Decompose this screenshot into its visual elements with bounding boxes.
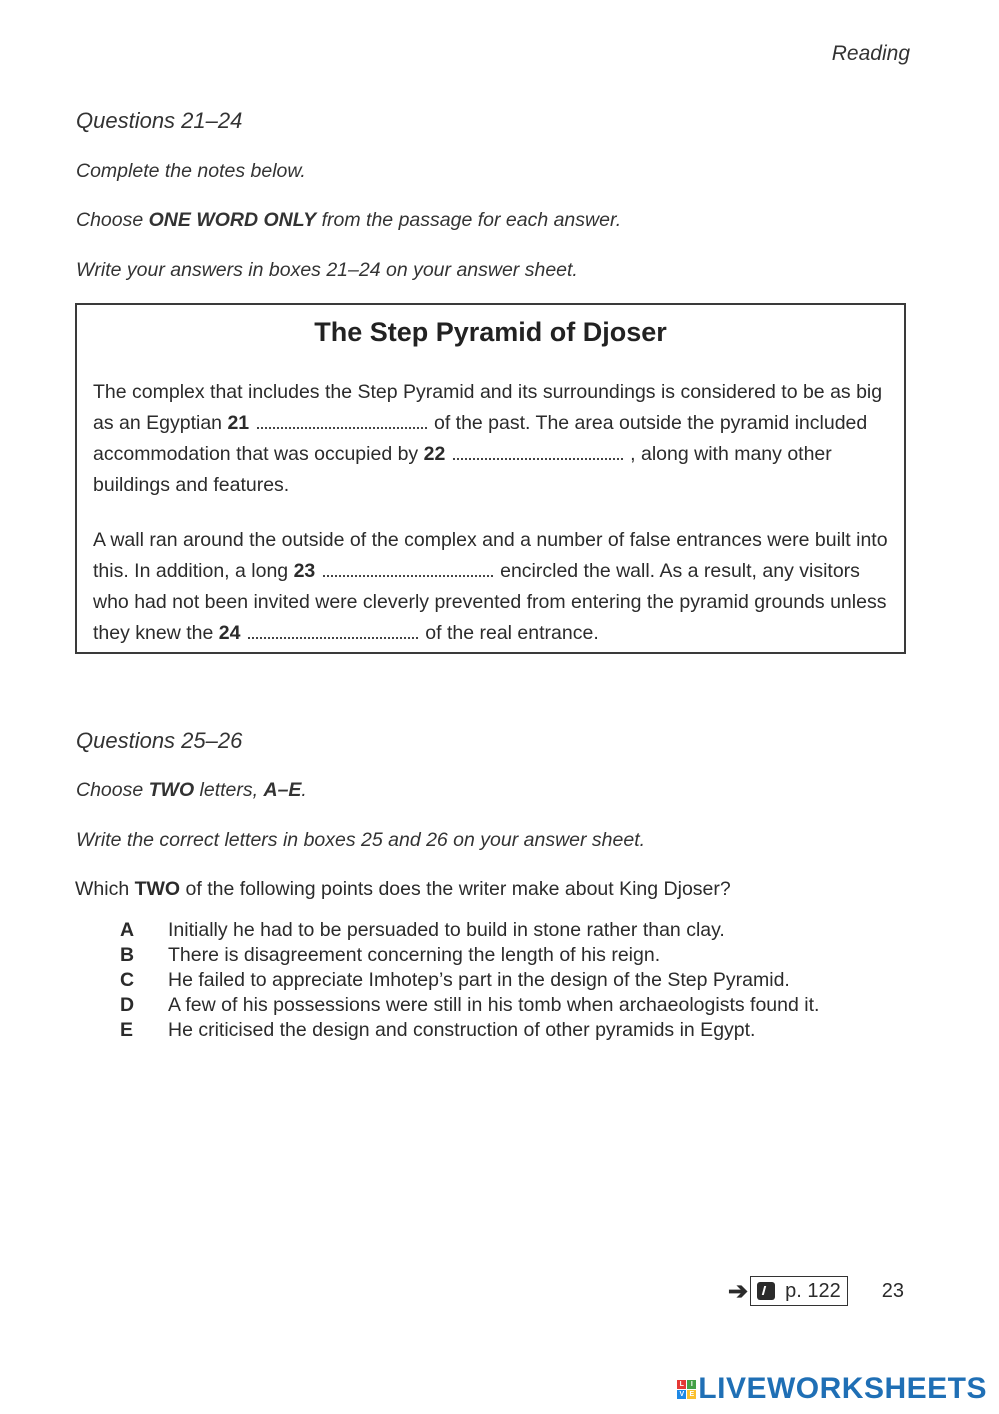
answer-blank-24[interactable] bbox=[248, 633, 418, 639]
notes-paragraph-2: A wall ran around the outside of the complex and a number of false entrances were built into this. In addition, a long 23 encircled the wall. As a result, any visitors who had not been invited were cleverly prevented from entering the pyramid grounds unless they knew the 24 of the real entrance. bbox=[93, 529, 888, 644]
notes-paragraph-1: The complex that includes the Step Pyramid and its surroundings is considered to be as big as an Egyptian 21 of the past. The area outside the pyramid included accommodation that was occupied by 22 , along with many other buildings and features. bbox=[93, 381, 883, 496]
option-c[interactable] bbox=[120, 968, 819, 993]
option-a[interactable] bbox=[120, 918, 819, 943]
options-list bbox=[120, 918, 819, 1043]
instruction-write-answers: Write your answers in boxes 21–24 on your answer sheet. bbox=[76, 259, 578, 281]
option-letter: A bbox=[120, 919, 135, 941]
page-number: 23 bbox=[881, 1279, 904, 1302]
option-d[interactable] bbox=[120, 993, 819, 1018]
answer-key-reference bbox=[750, 1276, 848, 1306]
instruction-complete-notes: Complete the notes below. bbox=[76, 160, 306, 182]
logo-tiles-icon: L I V E bbox=[677, 1380, 696, 1399]
logo-text: LIVEWORKSHEETS bbox=[698, 1372, 987, 1405]
answer-blank-21[interactable] bbox=[257, 423, 427, 429]
option-letter: E bbox=[120, 1019, 134, 1041]
answer-blank-22[interactable] bbox=[453, 454, 623, 460]
option-text: There is disagreement concerning the length of his reign. bbox=[168, 944, 661, 966]
option-e[interactable] bbox=[120, 1018, 819, 1043]
option-letter: C bbox=[120, 969, 135, 991]
book-icon bbox=[757, 1282, 775, 1300]
questions-25-26-title: Questions 25–26 bbox=[76, 728, 243, 753]
option-text: He criticised the design and construction of other pyramids in Egypt. bbox=[168, 1019, 756, 1041]
arrow-right-icon: ➔ bbox=[728, 1277, 749, 1305]
option-text: He failed to appreciate Imhotep’s part in the design of the Step Pyramid. bbox=[168, 969, 790, 991]
instruction-choose-word: Choose ONE WORD ONLY from the passage for each answer. bbox=[76, 209, 622, 231]
notes-title: The Step Pyramid of Djoser bbox=[314, 317, 667, 347]
question-number-22: 22 bbox=[423, 443, 446, 465]
option-letter: D bbox=[120, 994, 135, 1016]
option-text: A few of his possessions were still in his tomb when archaeologists found it. bbox=[168, 994, 820, 1016]
instruction-choose-letters: Choose TWO letters, A–E. bbox=[76, 779, 307, 801]
question-stem: Which TWO of the following points does the writer make about King Djoser? bbox=[75, 878, 731, 900]
option-text: Initially he had to be persuaded to build in stone rather than clay. bbox=[168, 919, 725, 941]
reference-page: p. 122 bbox=[785, 1279, 841, 1302]
section-header: Reading bbox=[831, 42, 910, 65]
answer-blank-23[interactable] bbox=[323, 571, 493, 577]
option-b[interactable] bbox=[120, 943, 819, 968]
notes-box bbox=[75, 303, 906, 654]
instruction-write-letters: Write the correct letters in boxes 25 and 26 on your answer sheet. bbox=[76, 829, 646, 851]
question-number-24: 24 bbox=[218, 622, 241, 644]
questions-21-24-title: Questions 21–24 bbox=[76, 108, 243, 133]
question-number-21: 21 bbox=[227, 412, 250, 434]
question-number-23: 23 bbox=[293, 560, 316, 582]
liveworksheets-logo bbox=[677, 1372, 987, 1406]
page-footer bbox=[728, 1276, 904, 1306]
option-letter: B bbox=[120, 944, 135, 966]
